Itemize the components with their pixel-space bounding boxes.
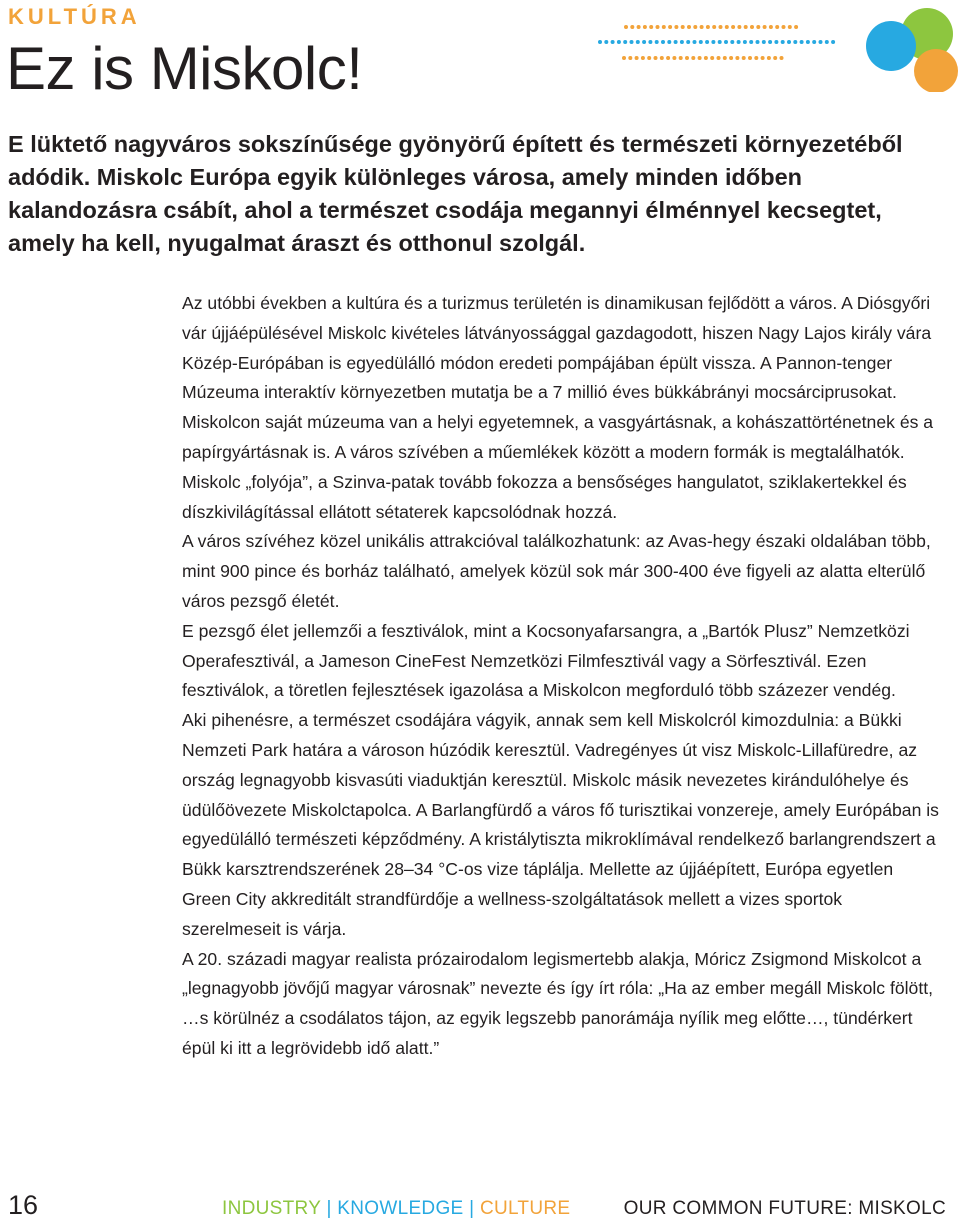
decorative-dot bbox=[768, 40, 772, 44]
orange-circle bbox=[914, 49, 958, 92]
decorative-dot bbox=[611, 40, 615, 44]
decorative-dot bbox=[744, 25, 748, 29]
decorative-dot bbox=[648, 40, 652, 44]
body-paragraph: Az utóbbi években a kultúra és a turizmus területén is dinamikusan fejlődött a város. A Diósgyőri vár újjáépülésével Miskolc kivételes látványossággal gazdagodott, hiszen Nagy Lajos király vára Közép-Európában is egyedülálló módon eredeti pompájában épült vissza. A Pannon-tenger Múzeuma interaktív környezetben mutatja be a 7 millió éves bükkábrányi mocsárciprusokat. Miskolcon saját múzeuma van a helyi egyetemnek, a vasgyártásnak, a kohászattörténetnek és a papírgyártásnak is. A város szívében a műemlékek között a modern formák is megtalálhatók. Miskolc „folyója”, a Szinva-patak tovább fokozza a bensőséges hangulatot, sziklakertekkel és díszkivilágítással ellátott sétaterek kapcsolódnak hozzá. bbox=[182, 293, 934, 522]
decorative-dot bbox=[724, 40, 728, 44]
decorative-dot bbox=[762, 40, 766, 44]
decorative-dot bbox=[666, 56, 670, 60]
decorative-dot bbox=[800, 40, 804, 44]
decorative-dot bbox=[773, 56, 777, 60]
decorative-dot bbox=[742, 56, 746, 60]
decorative-dot bbox=[825, 40, 829, 44]
decorative-dot bbox=[680, 40, 684, 44]
decorative-dot bbox=[623, 40, 627, 44]
decorative-dot bbox=[782, 25, 786, 29]
decorative-dot bbox=[685, 56, 689, 60]
decorative-dot bbox=[617, 40, 621, 44]
decorative-dot bbox=[693, 40, 697, 44]
decorative-dot bbox=[679, 56, 683, 60]
decorative-dot bbox=[681, 25, 685, 29]
decorative-dot bbox=[691, 56, 695, 60]
decorative-dot bbox=[637, 25, 641, 29]
decorative-dot bbox=[642, 40, 646, 44]
decorative-dot bbox=[630, 25, 634, 29]
decorative-dot bbox=[672, 56, 676, 60]
tag-industry: INDUSTRY bbox=[222, 1198, 321, 1219]
body-paragraph: A város szívéhez közel unikális attrakcióval találkozhatunk: az Avas-hegy északi oldalában több, mint 900 pince és borház található, amelyek közül sok már 300-400 éve figyeli az alatta elterülő város pezsgő életét. bbox=[182, 531, 931, 611]
tag-separator: | bbox=[469, 1198, 475, 1219]
decorative-dot bbox=[787, 40, 791, 44]
page-number: 16 bbox=[8, 1190, 39, 1220]
decorative-dot bbox=[712, 25, 716, 29]
decorative-dot bbox=[687, 25, 691, 29]
decorative-dot bbox=[705, 40, 709, 44]
decorative-dot bbox=[761, 56, 765, 60]
decorative-dot bbox=[730, 40, 734, 44]
decorative-dot bbox=[749, 40, 753, 44]
decorative-dot bbox=[662, 25, 666, 29]
decorative-circles-logo bbox=[864, 4, 960, 92]
lead-paragraph: E lüktető nagyváros sokszínűsége gyönyörű épített és természeti környezetéből adódik. Miskolc Európa egyik különleges városa, amely minden időben kalandozásra csábít, ahol a természet csodája megannyi élménnyel kecsegtet, amely ha kell, nyugalmat áraszt és otthonul szolgál. bbox=[8, 131, 903, 256]
decorative-dot bbox=[710, 56, 714, 60]
decorative-dot bbox=[729, 56, 733, 60]
decorative-dot bbox=[674, 40, 678, 44]
blue-circle bbox=[866, 21, 916, 71]
decorative-dot bbox=[630, 40, 634, 44]
body-paragraph: Aki pihenésre, a természet csodájára vágyik, annak sem kell Miskolcról kimozdulnia: a Bükki Nemzeti Park határa a városon húzódik keresztül. Vadregényes út visz Miskolc-Lillafüredre, az ország legnagyobb kisvasúti viaduktján keresztül. Miskolc másik nevezetes kirándulóhelye és üdülőövezete Miskolctapolca. A Barlangfürdő a város fő turisztikai vonzereje, amely Európában is egyedülálló természeti képződmény. A kristálytiszta mikroklímával rendelkező barlangrendszert a Bükk karsztrendszerének 28–34 °C-os vize táplálja. Mellette az újjáépített, Európa egyetlen Green City akkreditált strandfürdője a wellness-szolgáltatások mellett a vizes sportok szerelmeseit is várja. bbox=[182, 710, 939, 939]
decorative-dot bbox=[656, 25, 660, 29]
decorative-dot bbox=[622, 56, 626, 60]
decorative-dot bbox=[775, 25, 779, 29]
decorative-dot bbox=[628, 56, 632, 60]
decorative-dot bbox=[604, 40, 608, 44]
decorative-dot bbox=[735, 56, 739, 60]
decorative-dot bbox=[812, 40, 816, 44]
decorative-dot bbox=[654, 56, 658, 60]
decorative-dot bbox=[731, 25, 735, 29]
decorative-dot bbox=[647, 56, 651, 60]
decorative-dot bbox=[723, 56, 727, 60]
decorative-dot bbox=[641, 56, 645, 60]
decorative-dot bbox=[704, 56, 708, 60]
decorative-dot bbox=[774, 40, 778, 44]
decorative-dot bbox=[748, 56, 752, 60]
tag-culture: CULTURE bbox=[479, 1198, 571, 1219]
decorative-dot bbox=[756, 25, 760, 29]
decorative-dot bbox=[794, 25, 798, 29]
decorative-dot bbox=[686, 40, 690, 44]
page-footer bbox=[0, 1186, 960, 1226]
decorative-dot bbox=[780, 56, 784, 60]
tag-separator: | bbox=[326, 1198, 332, 1219]
decorative-dot bbox=[763, 25, 767, 29]
body-paragraph: E pezsgő élet jellemzői a fesztiválok, mint a Kocsonyafarsangra, a „Bartók Plusz” Nemzetközi Operafesztivál, a Jameson CineFest Nemzetközi Filmfesztivál vagy a Sörfesztivál. Ezen fesztiválok, a töretlen fejlesztések igazolása a Miskolcon megforduló több százezer vendég. bbox=[182, 620, 910, 701]
decorative-dot bbox=[754, 56, 758, 60]
decorative-dot bbox=[624, 25, 628, 29]
decorative-dot bbox=[719, 25, 723, 29]
decorative-dot bbox=[725, 25, 729, 29]
decorative-dot bbox=[743, 40, 747, 44]
decorative-dot bbox=[698, 56, 702, 60]
article-body bbox=[182, 289, 945, 1064]
decorative-dot bbox=[643, 25, 647, 29]
decorative-dot bbox=[706, 25, 710, 29]
decorative-dot bbox=[806, 40, 810, 44]
decorative-dot bbox=[598, 40, 602, 44]
decorative-dot bbox=[660, 56, 664, 60]
decorative-dot bbox=[711, 40, 715, 44]
decorative-dot bbox=[718, 40, 722, 44]
decorative-dot bbox=[737, 25, 741, 29]
decorative-dot bbox=[667, 40, 671, 44]
decorative-dot bbox=[769, 25, 773, 29]
decorative-dots bbox=[596, 22, 846, 68]
decorative-dot bbox=[788, 25, 792, 29]
decorative-dot bbox=[819, 40, 823, 44]
decorative-dot bbox=[693, 25, 697, 29]
decorative-dot bbox=[756, 40, 760, 44]
decorative-dot bbox=[668, 25, 672, 29]
publication-title: OUR COMMON FUTURE: MISKOLC bbox=[623, 1198, 946, 1219]
decorative-dot bbox=[649, 25, 653, 29]
decorative-dot bbox=[661, 40, 665, 44]
footer-tagline bbox=[222, 1198, 570, 1220]
decorative-dot bbox=[700, 25, 704, 29]
body-paragraph: A 20. századi magyar realista prózairodalom legismertebb alakja, Móricz Zsigmond Miskolcot a „legnagyobb jövőjű magyar városnak” nevezte és így írt róla: „Ha az ember megáll Miskolc fölött, …s körülnéz a csodálatos tájon, az egyik legszebb panorámája nyílik meg előtte…, tündérkert épül ki itt a legrövidebb idő alatt.” bbox=[182, 948, 933, 1058]
decorative-dot bbox=[635, 56, 639, 60]
decorative-dot bbox=[793, 40, 797, 44]
section-label: KULTÚRA bbox=[8, 4, 141, 29]
decorative-dot bbox=[636, 40, 640, 44]
decorative-dot bbox=[674, 25, 678, 29]
decorative-dot bbox=[699, 40, 703, 44]
page-title: Ez is Miskolc! bbox=[6, 35, 363, 102]
decorative-dot bbox=[767, 56, 771, 60]
decorative-dot bbox=[750, 25, 754, 29]
decorative-dot bbox=[655, 40, 659, 44]
decorative-dot bbox=[831, 40, 835, 44]
decorative-dot bbox=[781, 40, 785, 44]
decorative-dot bbox=[717, 56, 721, 60]
tag-knowledge: KNOWLEDGE bbox=[337, 1198, 464, 1219]
decorative-dot bbox=[737, 40, 741, 44]
